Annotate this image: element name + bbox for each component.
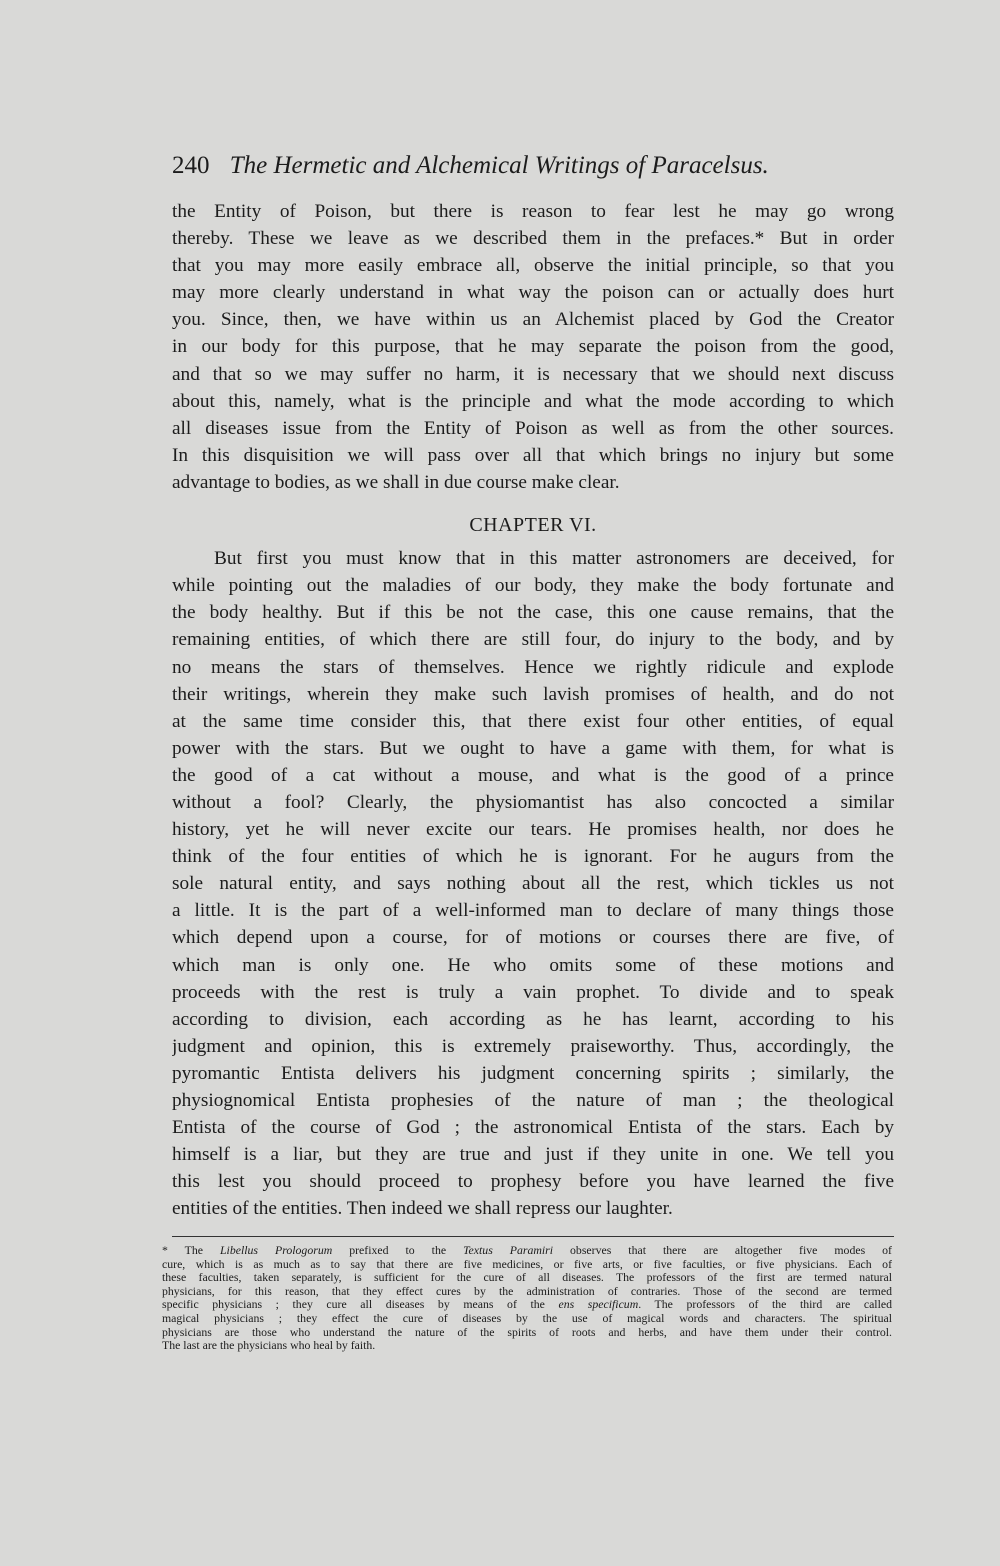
book-title: Libellus Prologorum	[220, 1244, 333, 1257]
text-line: all diseases issue from the Entity of Poison as well as from the other sources.	[172, 417, 894, 439]
text-line: you. Since, then, we have within us an Alchemist placed by God the Creator	[172, 309, 894, 331]
text-line: the good of a cat without a mouse, and what is the good of a prince	[172, 764, 894, 786]
text-line: and that so we may suffer no harm, it is necessary that we should next discuss	[172, 363, 894, 385]
text-line: at the same time consider this, that there exist four other entities, of equal	[172, 710, 894, 732]
text-line: without a fool? Clearly, the physiomantist has also concocted a similar	[172, 791, 894, 813]
footnote-rule	[172, 1236, 894, 1237]
text-line: advantage to bodies, as we shall in due course make clear.	[172, 471, 620, 493]
text-line: which man is only one. He who omits some of these motions and	[172, 954, 894, 976]
text-line: in our body for this purpose, that he may separate the poison from the good,	[172, 336, 894, 358]
footnote-text: observes that there are altogether five modes of	[553, 1244, 892, 1257]
text-line: that you may more easily embrace all, observe the initial principle, so that you	[172, 255, 894, 277]
running-header	[172, 152, 852, 180]
footnote	[162, 1244, 892, 1353]
text-line: this lest you should proceed to prophesy before you have learned the five	[172, 1171, 894, 1193]
text-line: may more clearly understand in what way the poison can or actually does hurt	[172, 282, 894, 304]
text-line: while pointing out the maladies of our body, they make the body fortunate and	[172, 575, 894, 597]
footnote-text: specific physicians ; they cure all diseases by means of the	[162, 1298, 559, 1312]
footnote-line: physicians are those who understand the nature of the spirits of roots and herbs, and have them under their control.	[162, 1325, 892, 1339]
text-line: pyromantic Entista delivers his judgment concerning spirits ; similarly, the	[172, 1062, 894, 1084]
text-line: remaining entities, of which there are still four, do injury to the body, and by	[172, 629, 894, 651]
text-line: physiognomical Entista prophesies of the nature of man ; the theological	[172, 1090, 894, 1111]
page-number: 240	[172, 152, 210, 179]
text-line: himself is a liar, but they are true and just if they unite in one. We tell you	[172, 1144, 894, 1166]
text-line: the Entity of Poison, but there is reason to fear lest he may go wrong	[172, 201, 894, 222]
text-line: power with the stars. But we ought to have a game with them, for what is	[172, 737, 894, 759]
text-line: thereby. These we leave as we described them in the prefaces.* But in order	[172, 228, 894, 250]
text-line: about this, namely, what is the principle and what the mode according to which	[172, 390, 894, 412]
text-line: sole natural entity, and says nothing about all the rest, which tickles us not	[172, 873, 894, 895]
text-line: But first you must know that in this matter astronomers are deceived, for	[214, 548, 894, 570]
footnote-marker: * The	[162, 1244, 220, 1257]
footnote-text: . The professors of the third are called	[638, 1298, 892, 1312]
footnote-line: The last are the physicians who heal by faith.	[162, 1339, 376, 1353]
text-line: their writings, wherein they make such lavish promises of health, and do not	[172, 683, 894, 705]
footnote-line: physicians, for this reason, that they effect cures by the administration of contraries. Those of the second are termed	[162, 1284, 892, 1298]
text-line: no means the stars of themselves. Hence we rightly ridicule and explode	[172, 656, 894, 678]
footnote-line: cure, which is as much as to say that there are five medicines, or five arts, or five faculties, or five physicians. Each of	[162, 1257, 892, 1271]
text-line: a little. It is the part of a well-informed man to declare of many things those	[172, 900, 894, 922]
running-title: The Hermetic and Alchemical Writings of Paracelsus.	[229, 152, 769, 179]
text-line: think of the four entities of which he is ignorant. For he augurs from the	[172, 846, 894, 868]
footnote-text: prefixed to the	[332, 1244, 464, 1257]
text-line: according to division, each according as he has learnt, according to his	[172, 1008, 894, 1030]
text-line: entities of the entities. Then indeed we shall repress our laughter.	[172, 1198, 673, 1220]
main-text	[172, 198, 894, 1222]
footnote-line	[162, 1298, 892, 1312]
footnote-line: these faculties, taken separately, is sufficient for the cure of all diseases. The professors of the first are termed natural	[162, 1271, 892, 1285]
text-line: Entista of the course of God ; the astronomical Entista of the stars. Each by	[172, 1117, 894, 1139]
text-line: history, yet he will never excite our tears. He promises health, nor does he	[172, 819, 894, 841]
chapter-heading: CHAPTER VI.	[469, 514, 597, 537]
text-line: judgment and opinion, this is extremely praiseworthy. Thus, accordingly, the	[172, 1035, 894, 1057]
book-title: Textus Paramiri	[463, 1244, 554, 1257]
text-line: the body healthy. But if this be not the case, this one cause remains, that the	[172, 602, 894, 624]
text-line: proceeds with the rest is truly a vain prophet. To divide and to speak	[172, 981, 894, 1003]
paragraph-1	[172, 198, 894, 496]
footnote-line	[162, 1244, 892, 1258]
text-line: which depend upon a course, for of motions or courses there are five, of	[172, 927, 894, 949]
paragraph-2	[172, 545, 894, 1222]
latin-term: ens specificum	[558, 1298, 639, 1312]
footnote-line: magical physicians ; they effect the cure of diseases by the use of magical words and characters. The spiritual	[162, 1311, 892, 1325]
text-line: In this disquisition we will pass over all that which brings no injury but some	[172, 444, 894, 466]
